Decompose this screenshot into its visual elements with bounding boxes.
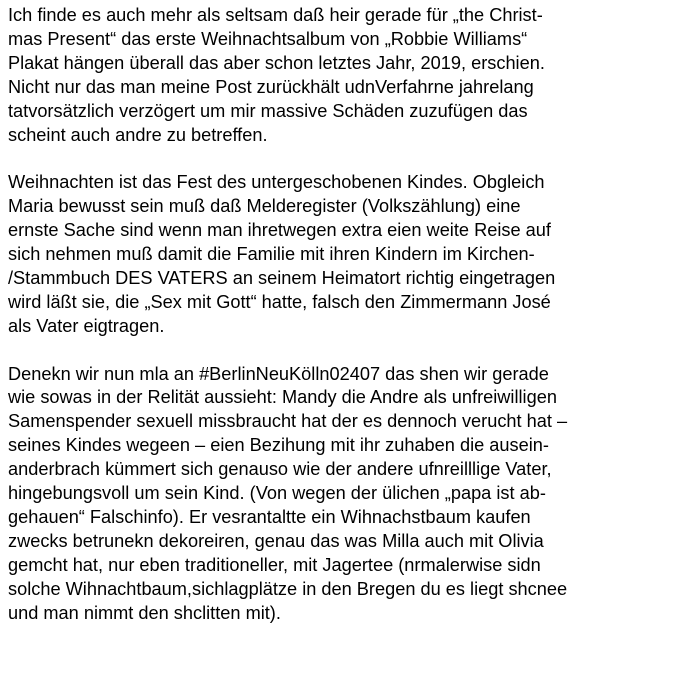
text-line: gehauen“ Falschinfo). Er vesrantaltte ein Wihnachstbaum kaufen [8, 507, 531, 527]
text-line: sich nehmen muß damit die Familie mit ihren Kindern im Kirchen- [8, 244, 535, 265]
paragraph-1 [8, 4, 698, 147]
paragraph-3 [8, 363, 698, 626]
text-line: anderbrach kümmert sich genauso wie der andere ufnreilllige Vater, [8, 459, 552, 480]
text-line: als Vater eigtragen. [8, 315, 165, 336]
text-line: und man nimmt den shclitten mit). [8, 602, 281, 623]
text-line: Ich finde es auch mehr als seltsam daß heir gerade für „the Christ- [8, 5, 543, 25]
text-line: wird läßt sie, die „Sex mit Gott“ hatte, falsch den Zimmermann José [8, 291, 551, 312]
text-line: Maria bewusst sein muß daß Melderegister (Volkszählung) eine [8, 196, 521, 217]
text-line: /Stammbuch DES VATERS an seinem Heimatort richtig eingetragen [8, 267, 556, 288]
text-line: ernste Sache sind wenn man ihretwegen extra eien weite Reise auf [8, 220, 551, 241]
text-line: gemcht hat, nur eben traditioneller, mit Jagertee (nrmalerwise sidn [8, 554, 541, 575]
text-line: Nicht nur das man meine Post zurückhält udnVerfahrne jahrelang [8, 76, 534, 97]
text-line: Denekn wir nun mla an #BerlinNeuKölln02407 das shen wir gerade [8, 363, 549, 384]
text-line: Plakat hängen überall das aber schon letztes Jahr, 2019, erschien. [8, 52, 545, 73]
text-line: zwecks betrunekn dekoreiren, genau das was Milla auch mit Olivia [8, 530, 544, 551]
text-line: solche Wihnachtbaum,sichlagplätze in den Bregen du es liegt shcnee [8, 578, 568, 599]
text-line: tatvorsätzlich verzögert um mir massive Schäden zuzufügen das [8, 100, 528, 121]
text-line: scheint auch andre zu betreffen. [8, 124, 268, 145]
text-line: hingebungsvoll um sein Kind. (Von wegen der ülichen „papa ist ab- [8, 483, 546, 504]
text-line: seines Kindes wegeen – eien Bezihung mit ihr zuhaben die ausein- [8, 435, 549, 456]
text-line: Weihnachten ist das Fest des untergeschobenen Kindes. Obgleich [8, 172, 545, 193]
text-line: Samenspender sexuell missbraucht hat der es dennoch verucht hat – [8, 411, 568, 432]
text-line: wie sowas in der Relität aussieht: Mandy die Andre als unfreiwilligen [8, 387, 557, 408]
text-line: mas Present“ das erste Weihnachtsalbum von „Robbie Williams“ [8, 28, 528, 49]
paragraph-2 [8, 171, 698, 338]
